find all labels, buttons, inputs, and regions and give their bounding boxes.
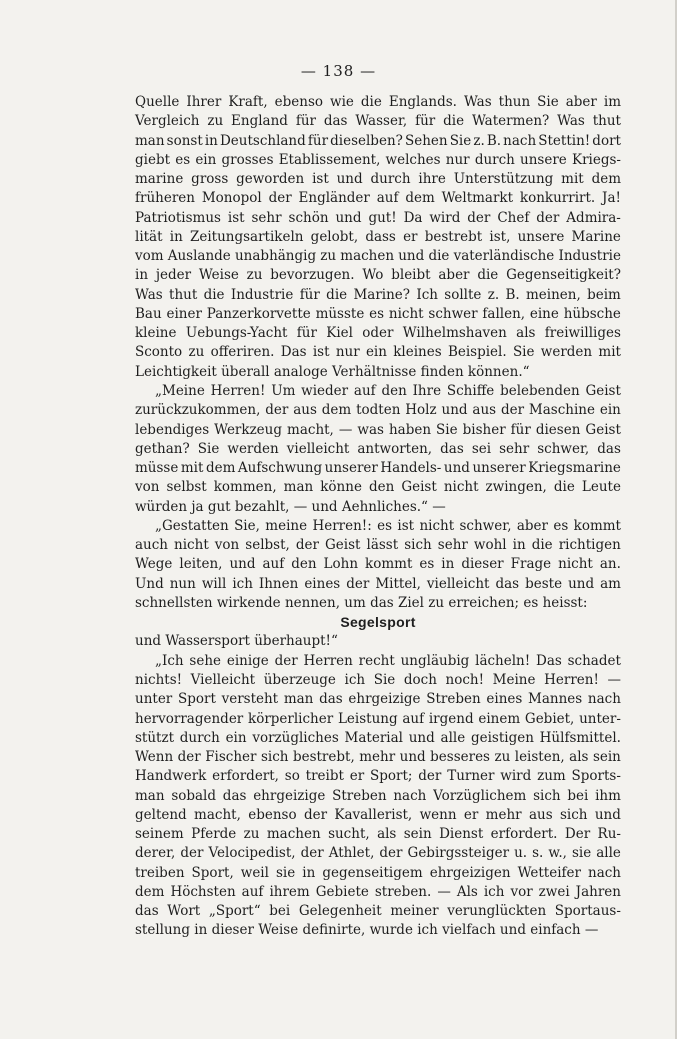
text-line: und Wassersport überhaupt!“ [135,633,338,650]
text-line: Wege leiten, und auf den Lohn kommt es in dieser Frage nicht an. [135,556,621,573]
text-line: früheren Monopol der Engländer auf dem Weltmarkt konkurrirt. Ja! [135,190,621,207]
text-line: gethan? Sie werden vielleicht antworten, das sei sehr schwer, das [135,440,621,457]
text-line: Leichtigkeit überall analoge Verhältnisse finden können.“ [135,363,530,380]
text-line: das Wort „Sport“ bei Gelegenheit meiner verunglückten Sportaus- [135,903,621,920]
text-line: giebt es ein grosses Etablissement, welches nur durch unsere Kriegs- [135,151,621,168]
text-line: nichts! Vielleicht überzeuge ich Sie doch noch! Meine Herren! — [135,671,621,688]
text-line: Sconto zu offeriren. Das ist nur ein kleines Beispiel. Sie werden mit [135,344,621,361]
text-line: unter Sport versteht man das ehrgeizige Streben eines Mannes nach [135,691,621,708]
text-line: Was thut die Industrie für die Marine? Ich sollte z. B. meinen, beim [135,286,621,303]
page-number: — 138 — [300,62,377,80]
text-line: man sobald das ehrgeizige Streben nach Vorzüglichem sich bei ihm [135,787,621,804]
text-line: in jeder Weise zu bevorzugen. Wo bleibt aber die Gegenseitigkeit? [135,267,621,284]
text-line: Vergleich zu England für das Wasser, für die Watermen? Was thut [135,113,621,130]
text-line: schnellsten wirkende nennen, um das Ziel zu erreichen; es heisst: [135,594,588,611]
text-line: zurückzukommen, der aus dem todten Holz und aus der Maschine ein [135,402,621,419]
text-line: würden ja gut bezahlt, — und Aehnliches.“ — [135,498,446,515]
text-line: stellung in dieser Weise definirte, wurde ich vielfach und einfach — [135,922,599,939]
text-line: hervorragender körperlicher Leistung auf irgend einem Gebiet, unter- [135,710,621,727]
text-line: Quelle Ihrer Kraft, ebenso wie die Englands. Was thun Sie aber im [135,94,621,110]
text-line: dem Höchsten auf ihrem Gebiete streben. — Als ich vor zwei Jahren [135,883,621,900]
text-line: Bau einer Panzerkorvette müsste es nicht schwer fallen, eine hübsche [135,305,621,322]
text-line: treiben Sport, weil sie in gegenseitigem ehrgeizigen Wetteifer nach [135,864,621,881]
text-line: lität in Zeitungsartikeln gelobt, dass er bestrebt ist, unsere Marine [135,228,621,245]
text-line: von selbst kommen, man könne den Geist nicht zwingen, die Leute [135,479,621,496]
text-line: Und nun will ich Ihnen eines der Mittel, vielleicht das beste und am [135,575,621,592]
text-line: vom Auslande unabhängig zu machen und die vaterländische Industrie [135,248,621,265]
text-line: müsse mit dem Aufschwung unserer Handels- und unserer Kriegsmarine [135,460,621,477]
text-line: „Gestatten Sie, meine Herren!: es ist nicht schwer, aber es kommt [155,517,621,534]
text-line: derer, der Velocipedist, der Athlet, der Gebirgssteiger u. s. w., sie alle [135,845,621,862]
text-line: lebendiges Werkzeug macht, — was haben Sie bisher für diesen Geist [135,421,621,438]
text-line: Handwerk erfordert, so treibt er Sport; der Turner wird zum Sports- [135,768,621,785]
text-line: Wenn der Fischer sich bestrebt, mehr und besseres zu leisten, als sein [135,749,621,766]
text-line: seinem Pferde zu machen sucht, als sein Dienst erfordert. Der Ru- [135,826,621,843]
text-line: Patriotismus ist sehr schön und gut! Da wird der Chef der Admira- [135,209,621,226]
text-line: marine gross geworden ist und durch ihre Unterstützung mit dem [135,171,621,188]
text-line: man sonst in Deutschland für dieselben? Sehen Sie z. B. nach Stettin! dort [135,132,621,149]
text-line: auch nicht von selbst, der Geist lässt sich sehr wohl in die richtigen [135,537,621,554]
text-line: stützt durch ein vorzügliches Material und alle geistigen Hülfsmittel. [135,729,621,746]
text-line: „Ich sehe einige der Herren recht ungläubig lächeln! Das schadet [155,652,621,669]
text-line: „Meine Herren! Um wieder auf den Ihre Schiffe belebenden Geist [155,382,621,399]
text-line: kleine Uebungs-Yacht für Kiel oder Wilhelmshaven als freiwilliges [135,325,621,342]
section-heading: Segelsport [340,614,416,631]
text-line: geltend macht, ebenso der Kavallerist, wenn er mehr aus sich und [135,806,621,823]
body-text [135,93,621,941]
